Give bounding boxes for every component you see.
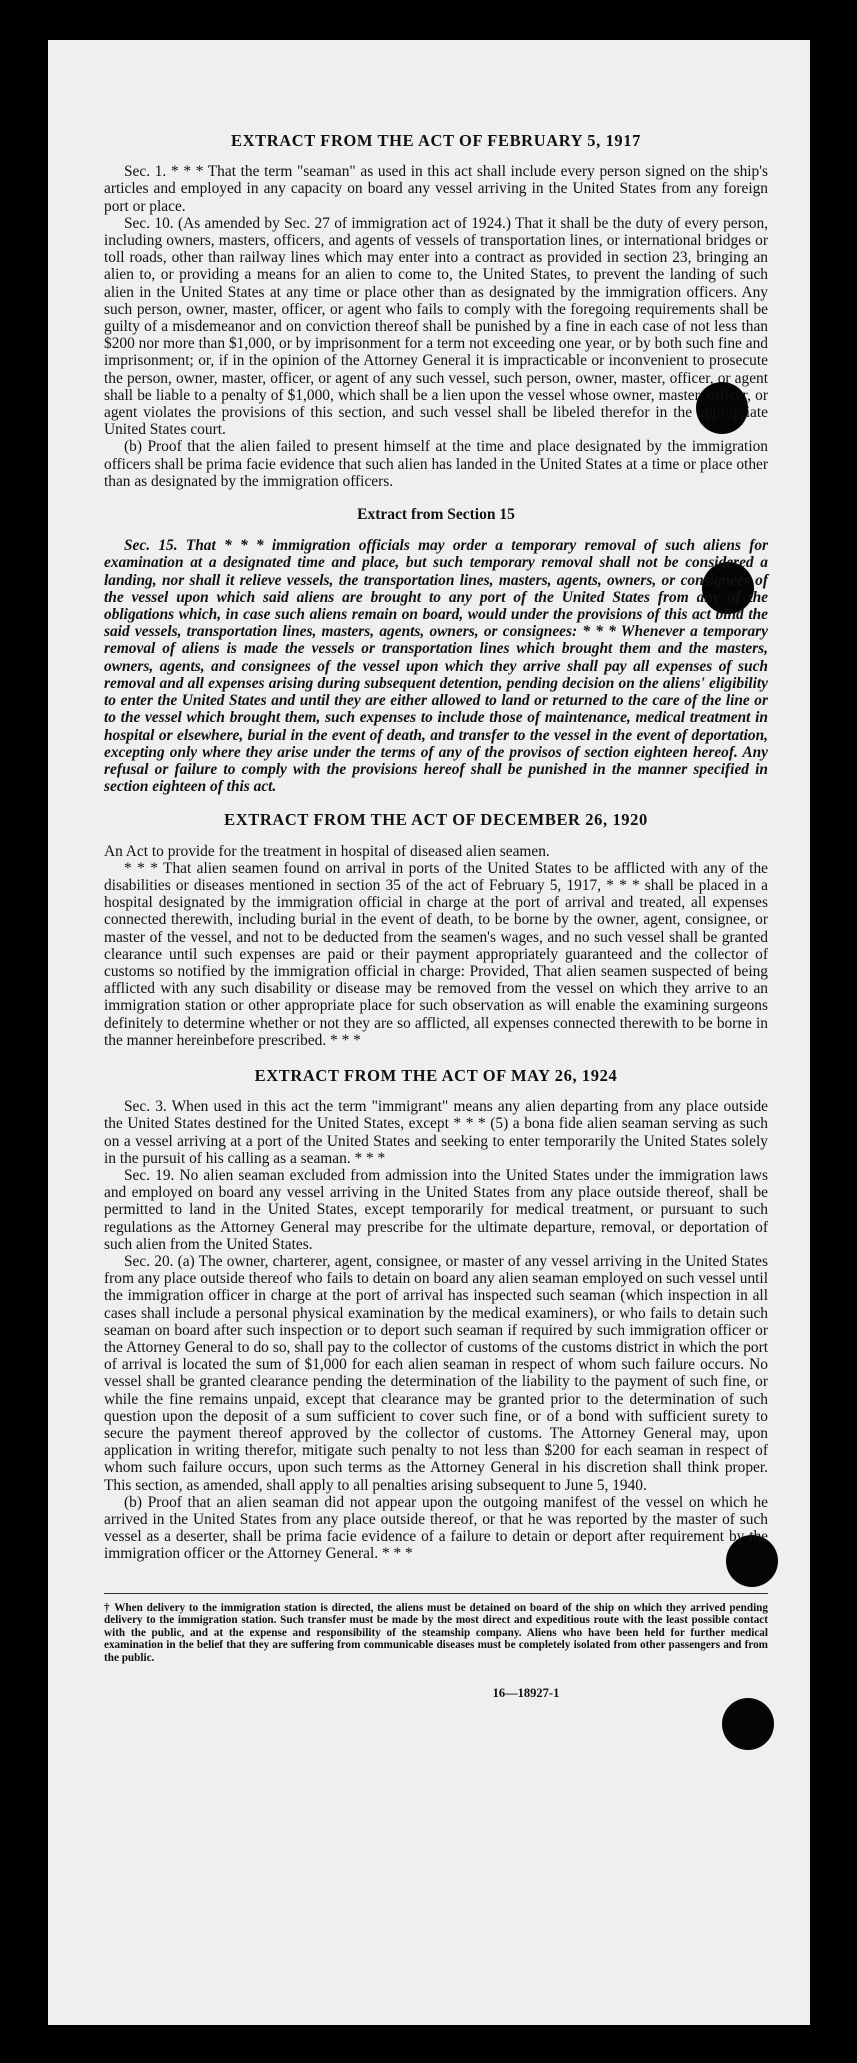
paragraph: * * * That alien seamen found on arrival in ports of the United States to be afflicted with any of the disabilities or diseases mentioned in section 35 of the act of February 5, 1917, * * * shall be placed in a hospital designated by the immigration official in charge at the port of arrival and treated, all expenses connected therewith, including burial in the event of death, to be borne by the owner, agent, consignee, or master of the vessel, and not to be deducted from the seamen's wages, and no such vessel shall be granted clearance until such expenses are paid or their payment appropriately guaranteed and the collector of customs so notified by the immigration official in charge: Provided, That alien seamen suspected of being afflicted with any such disability or disease may be removed from the vessel on which they arrive to an immigration station or other appropriate place for such observation as will enable the examining surgeons definitely to determine whether or not they are so afflicted, all expenses connected therewith to be borne in the manner hereinbefore prescribed. * * * xyxy=(104,859,768,1049)
paragraph: (b) Proof that the alien failed to present himself at the time and place designated by the immigration officers shall be prima facie evidence that such alien has landed in the United States at a time or place other than as designated by the immigration officers. xyxy=(104,438,768,490)
heading-act-1917: EXTRACT FROM THE ACT OF FEBRUARY 5, 1917 xyxy=(231,131,641,150)
paragraph: Sec. 19. No alien seaman excluded from admission into the United States under the immigration laws and employed on board any vessel arriving in the United States from any place outside thereof, shall be permitted to land in the United States, except temporarily for medical treatment, or pursuant to such regulations as the Attorney General may prescribe for the ultimate departure, removal, or deportation of such alien from the United States. xyxy=(104,1166,768,1253)
paragraph: Sec. 3. When used in this act the term "immigrant" means any alien departing from any place outside the United States destined for the United States, except * * * (5) a bona fide alien seaman serving as such on a vessel arriving at a port of the United States and seeking to enter temporarily the United States solely in the pursuit of his calling as a seaman. * * * xyxy=(104,1098,768,1167)
paragraph: (b) Proof that an alien seaman did not appear upon the outgoing manifest of the vessel on which he arrived in the United States from any place outside thereof, or that he was reported by the master of such vessel as a deserter, shall be prima facie evidence of a failure to detain or deport after requirement by the immigration officer or the Attorney General. * * * xyxy=(104,1493,768,1563)
form-number: 16—18927-1 xyxy=(492,1685,560,1700)
document-body xyxy=(104,132,768,1702)
document-page xyxy=(48,40,810,2025)
punch-hole xyxy=(722,1698,774,1750)
heading-act-1920: EXTRACT FROM THE ACT OF DECEMBER 26, 1920 xyxy=(224,810,648,830)
paragraph: Sec. 15. That * * * immigration officials may order a temporary removal of such aliens for examination at a designated time and place, but such temporary removal shall not be considered a landing, nor shall it relieve vessels, the transportation lines, masters, agents, owners, or consignees of the vessel upon which said aliens are brought to any port of the United States from any of the obligations which, in case such aliens remain on board, would under the provisions of this act bind the said vessels, transportation lines, masters, agents, owners, or consignees: * * * Whenever a temporary removal of aliens is made the vessels or transportation lines which brought them and the masters, owners, agents, and consignees of the vessel upon which they arrive shall pay all expenses of such removal and all expenses arising during subsequent detention, pending decision on the aliens' eligibility to enter the United States and until they are either allowed to land or returned to the care of the line or to the vessel which brought them, such expenses to include those of maintenance, medical treatment in hospital or elsewhere, burial in the event of death, and transfer to the vessel in the event of deportation, excepting only where they arise under the terms of any of the provisos of section eighteen hereof. Any refusal or failure to comply with the provisions hereof shall be punished in the manner specified in section eighteen of this act. xyxy=(104,537,768,796)
heading-section-15: Extract from Section 15 xyxy=(357,506,515,524)
heading-act-1924: EXTRACT FROM THE ACT OF MAY 26, 1924 xyxy=(254,1065,618,1085)
paragraph: Sec. 1. * * * That the term "seaman" as used in this act shall include every person signed on the ship's articles and employed in any capacity on board any vessel arriving in the United States from any foreign port or place. xyxy=(104,163,768,215)
paragraph: Sec. 20. (a) The owner, charterer, agent, consignee, or master of any vessel arriving in the United States from any place outside thereof who fails to detain on board any alien seaman employed on such vessel until the immigration officer in charge at the port of arrival has inspected such seaman (which inspection in all cases shall include a personal physical examination by the medical examiners), or who fails to detain such seaman on board after such inspection or to deport such seaman if required by such immigration officer or the Attorney General to do so, shall pay to the collector of customs of the customs district in which the port of arrival is located the sum of $1,000 for each alien seaman in respect of whom such failure occurs. No vessel shall be granted clearance pending the determination of the liability to the payment of such fine, or while the fine remains unpaid, except that clearance may be granted prior to the determination of such question upon the deposit of a sum sufficient to cover such fine, or of a bond with sufficient surety to secure the payment thereof approved by the collector of customs. The Attorney General may, upon application in writing therefor, mitigate such penalty to not less than $200 for each seaman in respect of whom such failure occurs, upon such terms as the Attorney General in his discretion shall think proper. This section, as amended, shall apply to all penalties arising subsequent to June 5, 1940. xyxy=(104,1252,768,1494)
paragraph: Sec. 10. (As amended by Sec. 27 of immigration act of 1924.) That it shall be the duty of every person, including owners, masters, officers, and agents of vessels of transportation lines, or international bridges or toll roads, other than railway lines which may enter into a contract as provided in section 23, bringing an alien to, or providing a means for an alien to come to, the United States, to prevent the landing of such alien in the United States at any time or place other than as designated by the immigration officers. Any such person, owner, master, officer, or agent who fails to comply with the foregoing requirements shall be guilty of a misdemeanor and on conviction thereof shall be punished by a fine in each case of not less than $200 nor more than $1,000, or by imprisonment for a term not exceeding one year, or by both such fine and imprisonment; or, if in the opinion of the Attorney General it is impracticable or inconvenient to prosecute the person, owner, master, officer, or agent of any such vessel, such person, owner, master, officer, or agent shall be liable to a penalty of $1,000, which shall be a lien upon the vessel whose owner, master, officer, or agent violates the provisions of this section, and such vessel shall be libeled therefor in the appropriate United States court. xyxy=(104,214,768,439)
paragraph: An Act to provide for the treatment in hospital of diseased alien seamen. xyxy=(104,842,550,860)
footnote: † When delivery to the immigration station is directed, the aliens must be detained on board of the ship on which they arrived pending delivery to the immigration station. Such transfer must be made by the most direct and expeditious route with the least possible contact with the public, and at the expense and responsibility of the steamship company. Aliens who have been held for further medical examination in the belief that they are suffering from communicable diseases must be completely isolated from other passengers and from the public. xyxy=(104,1593,768,1665)
